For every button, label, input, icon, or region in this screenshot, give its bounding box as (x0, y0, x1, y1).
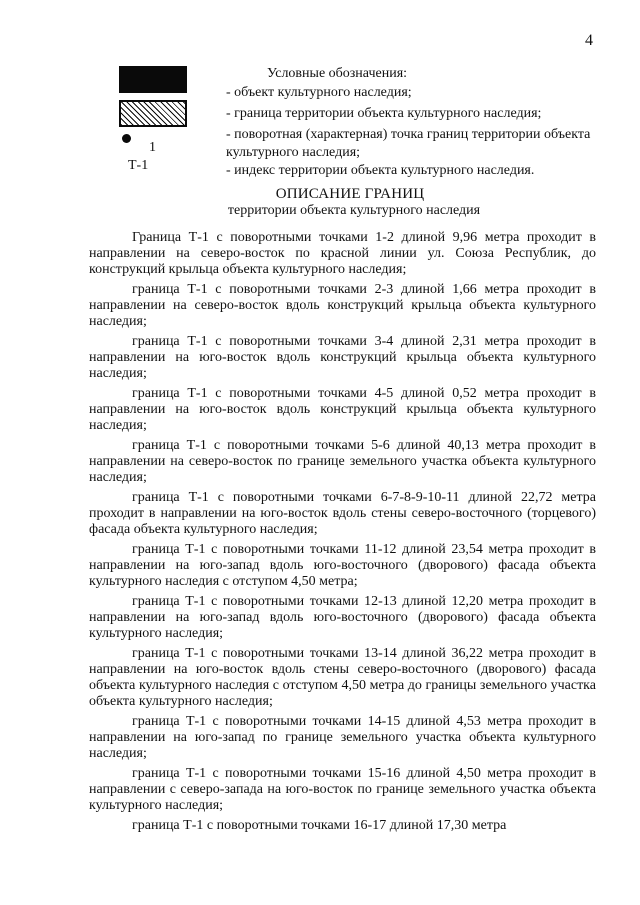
paragraph: граница Т-1 с поворотными точками 4-5 длиной 0,52 метра проходит в направлении на юго-восток вдоль конструкций крыльца объекта культурного наследия; (89, 386, 596, 433)
legend-items (226, 84, 596, 180)
legend-item-point: - поворотная (характерная) точка границ территории объекта культурного наследия; (226, 127, 591, 160)
boundary-description (89, 230, 596, 838)
document-subtitle: территории объекта культурного наследия (227, 203, 481, 218)
paragraph: граница Т-1 с поворотными точками 2-3 длиной 1,66 метра проходит в направлении на северо-восток вдоль конструкций крыльца объекта культурного наследия; (89, 282, 596, 329)
paragraph: граница Т-1 с поворотными точками 14-15 длиной 4,53 метра проходит в направлении на юго-запад по границе земельного участка объекта культурного наследия; (89, 714, 596, 761)
legend-symbol-index-label: Т-1 (128, 158, 149, 173)
legend-item-boundary: - граница территории объекта культурного наследия; (226, 106, 542, 121)
paragraph: граница Т-1 с поворотными точками 13-14 длиной 36,22 метра проходит в направлении на юго-восток вдоль стены северо-восточного (дворового) фасада объекта культурного наследия с отступом 4,50 метра до границы земельного участка объекта культурного наследия; (89, 646, 596, 709)
paragraph: граница Т-1 с поворотными точками 15-16 длиной 4,50 метра проходит в направлении с северо-запада на юго-восток по границе земельного участка объекта культурного наследия; (89, 766, 596, 813)
paragraph: граница Т-1 с поворотными точками 6-7-8-9-10-11 длиной 22,72 метра проходит в направлении на юго-восток вдоль стены северо-восточного (торцевого) фасада объекта культурного наследия; (89, 490, 596, 537)
legend-item-index: - индекс территории объекта культурного наследия. (226, 163, 535, 178)
legend-symbol-boundary-hatch (119, 100, 187, 127)
paragraph: граница Т-1 с поворотными точками 16-17 длиной 17,30 метра (132, 818, 507, 833)
paragraph: граница Т-1 с поворотными точками 5-6 длиной 40,13 метра проходит в направлении на северо-восток по границе земельного участка объекта культурного наследия; (89, 438, 596, 485)
page-number: 4 (585, 32, 593, 49)
legend (118, 66, 598, 186)
legend-title: Условные обозначения: (267, 66, 408, 81)
paragraph: граница Т-1 с поворотными точками 12-13 длиной 12,20 метра проходит в направлении на юго-запад вдоль юго-восточного (дворового) фасада объекта культурного наследия; (89, 594, 596, 641)
legend-item-object: - объект культурного наследия; (226, 85, 412, 100)
paragraph: Граница Т-1 с поворотными точками 1-2 длиной 9,96 метра проходит в направлении на северо-восток по красной линии ул. Союза Республик, до конструкций крыльца объекта культурного наследия; (89, 230, 596, 277)
paragraph: граница Т-1 с поворотными точками 11-12 длиной 23,54 метра проходит в направлении на юго-запад вдоль юго-восточного (дворового) фасада объекта культурного наследия с отступом 4,50 метра; (89, 542, 596, 589)
legend-symbol-point-label: 1 (149, 140, 156, 155)
legend-symbol-point-dot (122, 134, 131, 143)
paragraph: граница Т-1 с поворотными точками 3-4 длиной 2,31 метра проходит в направлении на юго-восток вдоль конструкций крыльца объекта культурного наследия; (89, 334, 596, 381)
legend-symbol-object (119, 66, 187, 93)
document-title: ОПИСАНИЕ ГРАНИЦ (275, 186, 425, 202)
